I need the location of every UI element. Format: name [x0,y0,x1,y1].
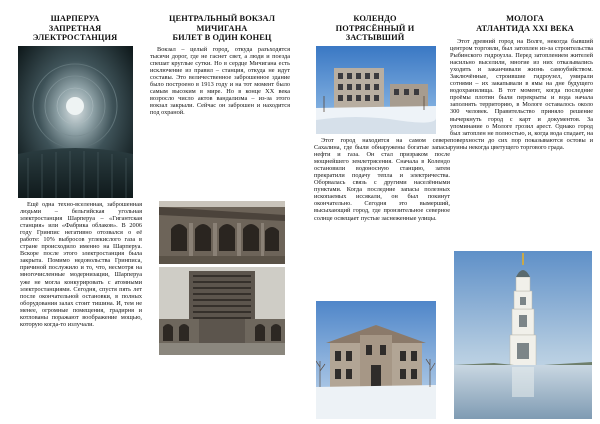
snow-town-photo [316,46,436,134]
article-title: ШАРПЕРУА ЗАПРЕТНАЯ ЭЛЕКТРОСТАНЦИЯ [32,14,118,43]
column-kolendo [300,0,450,424]
station-facade-photo [159,201,285,264]
column-michigan [150,0,300,424]
cooling-tower-photo [18,46,133,198]
article-text: Этот древний город на Волге, некогда бывший центром торговли, был затоплен из-за строительства Рыбинского гидроузла. Перед затоплением жителей насильно выселили, многие из них отказывались уходить и заканчивали жизнь самоубийством. Заключённые, строившие гидроузел, умирали сотнями – их закапывали в ямы на дне будущего водохранилища. В тот момент, когда последние проёмы плотин были перекрыты и вода начала заполнять территорию, в Мологе оставалось около 300 человек. Правительство приняло решение вычеркнуть город с карт и документов. За упоминание о Мологе грозил арест. Однако город был затоплен не полностью, и, когда вода спадает, на поверхности до сих пор показываются остовы и руины некогда цветущего торгового града. [450,38,593,151]
article-text: Этот город находится на самом севере Сахалина, где были обнаружены богатые запасы нефти и газа. Он стал призраком после мощнейшего землетрясения. Сначала в Колендо остановили водоносную станцию, затем прекратили подачу тепла и электричества. Оборвалась связь с другими населёнными пунктами. Когда последние запасы полезных ископаемых иссякали, он был покинут окончательно. Сегодня это вымерший, высыхающий город, где пронзительное северное солнце освещает пустые заснеженные улицы. [314,137,450,222]
column-sharpeira [0,0,150,424]
flooded-bell-tower-photo [454,251,592,419]
article-text: Ещё одна техно-вселенная, заброшенная людьми – бельгийская угольная электростанция Шарперуа – «Гигантская станция» или «Фабрика облаков». В 2006 году Гринпис негативно отозвался о её работе: 10% выбросов углекислого газа в стране происходило именно на Шарперуа. Вскоре после этого электростанция была закрыта. Помимо недовольства Гринписа, причиной послужило и то, что, несмотря на многочисленные модернизации, Шарперуа уже не могла конкурировать с атомными электростанциями. Сегодня, спустя пять лет после окончательной остановки, в полных оборудования залах стоит тишина. И, тем не менее, огромные помещения, градирня и котлованы поражают воображение мощью, которую когда-то излучали. [20,201,142,328]
article-text: Вокзал – целый город, откуда разъходятся тысячи дорог, где не гаснет свет, а люди и поезда спешат круглые сутки. Но в сердце Мичигана есть исключение из правил – станция, откуда не идут составы. Это величественное заброшенное здание было построено в 1913 году и на тот момент было самым высоким в мире. Но в конце XX века возросло число актов вандализма – из-за этого вокзал закрыли. Сейчас он заброшен и находится под охраной. [150,46,290,117]
article-title: КОЛЕНДО ПОТРЯСЁННЫЙ И ЗАСТЫВШИЙ [335,14,415,43]
ruined-manor-photo [316,301,436,419]
article-title: МОЛОГА АТЛАНТИДА XXI ВЕКА [476,14,574,33]
station-tower-photo [159,267,285,355]
column-mologa [450,0,600,424]
article-title: ЦЕНТРАЛЬНЫЙ ВОКЗАЛ МИЧИГАНА БИЛЕТ В ОДИН КОНЕЦ [168,14,276,43]
